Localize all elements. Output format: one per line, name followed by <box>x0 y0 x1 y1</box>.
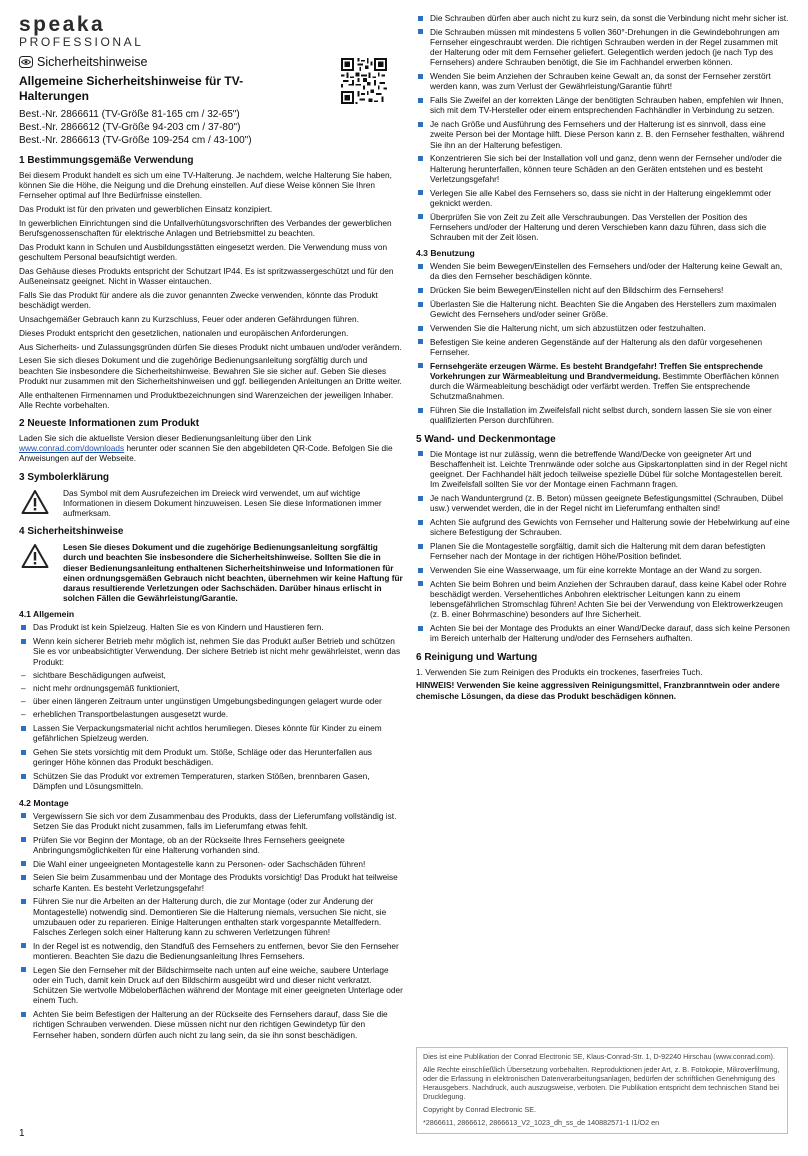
right-column <box>416 13 790 704</box>
dash-item: – sichtbare Beschädigungen aufweist, <box>19 670 403 680</box>
logo-sub: PROFESSIONAL <box>19 35 144 49</box>
note-text: Verwenden Sie keine aggressiven Reinigungsmittel, Franzbranntwein oder andere chemische Lösungen, da diese das Produkt beschädigen können. <box>416 680 780 701</box>
order-number-3: Best.-Nr. 2866613 (TV-Größe 109-254 cm / 43-100") <box>19 135 252 146</box>
list-item: Lassen Sie Verpackungsmaterial nicht achtlos herumliegen. Dieses könnte für Kinder zu einem gefährlichen Spielzeug werden. <box>19 723 403 743</box>
warning-triangle-icon <box>21 489 49 515</box>
list-item: Achten Sie beim Befestigen der Halterung an der Rückseite des Fernsehers darauf, dass Sie die richtigen Schrauben verwenden. Diese müssen nicht nur den richtigen Gewindetyp für den Fernseher haben, sondern dürfen auch nicht zu lang sein, da sie ihn sonst beschädigen. <box>19 1009 403 1040</box>
warning-triangle-icon <box>21 543 49 569</box>
wall-ceiling-list <box>416 449 790 644</box>
s1-paragraph: Bei diesem Produkt handelt es sich um eine TV-Halterung. Je nachdem, welche Halterung Sie haben, können Sie die Höhe, die Neigung und die Drehung einstellen. Auf diese Weise können Sie Ihren Fernseher optimal auf Ihre Bedürfnisse einstellen. <box>19 170 392 201</box>
list-item: Befestigen Sie keine anderen Gegenstände auf der Halterung als den dafür vorgesehenen Fernseher. <box>416 337 790 357</box>
list-item: Gehen Sie stets vorsichtig mit dem Produkt um. Stöße, Schläge oder das Herunterfallen aus geringer Höhe können das Produkt beschädigen. <box>19 747 403 767</box>
list-item: In der Regel ist es notwendig, den Standfuß des Fernsehers zu entfernen, bevor Sie den Fernseher montieren. Beachten Sie dazu die Bedienungsanleitung Ihres Fernsehers. <box>19 941 403 961</box>
list-item: Überprüfen Sie von Zeit zu Zeit alle Verschraubungen. Das Verstellen der Position des Fernsehers und/oder der Halterung und deren Verschieben kann dazu führen, dass sich die Schrauben mit der Zeit lösen. <box>416 212 790 243</box>
qr-code <box>341 58 387 104</box>
list-item: Die Schrauben müssen mit mindestens 5 vollen 360°-Drehungen in die Gewindebohrungen am Fernseher eingeschraubt werden. Die richtigen Schrauben werden in der Regel zusammen mit der Halterung oder mit dem Fernseher geliefert. Gelegentlich werden jedoch (je nach Typ des Fernsehers) andere Schrauben benötigt, die Sie im Fachhandel erwerben können. <box>416 27 790 68</box>
list-item: Die Schrauben dürfen aber auch nicht zu kurz sein, da sonst die Verbindung nicht mehr sicher ist. <box>416 13 790 23</box>
safety-warning <box>19 542 403 603</box>
cleaning-step: 1. Verwenden Sie zum Reinigen des Produkts ein trockenes, faserfreies Tuch. <box>416 666 703 677</box>
heading-2: 2 Neueste Informationen zum Produkt <box>19 418 200 429</box>
s1-paragraph: Das Gehäuse dieses Produkts entspricht der Schutzart IP44. Es ist spritzwassergeschützt und für den Außeneinsatz geeignet. Nicht in Wasser eintauchen. <box>19 266 394 287</box>
dash-item: – über einen längeren Zeitraum unter ungünstigen Umgebungsbedingungen gelagert wurde oder <box>19 696 403 706</box>
dash-item: – erheblichen Transportbelastungen ausgesetzt wurde. <box>19 709 403 719</box>
list-item: Achten Sie aufgrund des Gewichts von Fernseher und Halterung sowie der Hebelwirkung auf eine sichere Befestigung der Schrauben. <box>416 517 790 537</box>
list-item: Das Produkt ist kein Spielzeug. Halten Sie es von Kindern und Haustieren fern. <box>19 622 403 632</box>
list-item: Führen Sie die Installation im Zweifelsfall nicht selbst durch, sondern lassen Sie sie von einer qualifizierten Person durchführen. <box>416 405 790 425</box>
s1-paragraph: Alle enthaltenen Firmennamen und Produktbezeichnungen sind Warenzeichen der jeweiligen Inhaber. Alle Rechte vorbehalten. <box>19 389 394 410</box>
list-item: Die Montage ist nur zulässig, wenn die betreffende Wand/Decke von geeigneter Art und Beschaffenheit ist. Leichte Trennwände oder solche aus Gipskartonplatten sind in der Regel nicht geeignet. Der Fachhandel hält jedoch teilweise spezielle Dübel für solche Montagestellen bereit. Im Zweifelsfall sollten Sie vor der Montage einen Fachmann fragen. <box>416 449 790 490</box>
imprint-line: Copyright by Conrad Electronic SE. <box>423 1105 537 1114</box>
s2-text-before: Laden Sie sich die aktuellste Version dieser Bedienungsanleitung über den Link <box>19 433 312 443</box>
safety-warning-text: Lesen Sie dieses Dokument und die zugehörige Bedienungsanleitung sorgfältig durch und beachten Sie insbesondere die Sicherheitshinweise. Sollten Sie die in dieser Bedienungsanleitung enthaltenen Sicherheitshinweise und Informationen für einen ordnungsgemäßen Gebrauch nicht beachten, übernehmen wir keine Haftung für daraus resultierende Verletzungen oder Sachschäden. Darüber hinaus erlischt in solchen Fällen die Gewährleistung/Garantie. <box>63 542 403 604</box>
heading-4-3: 4.3 Benutzung <box>416 248 475 259</box>
list-item: Je nach Größe und Ausführung des Fernsehers und der Halterung ist es sinnvoll, dass eine zweite Person bei der Montage hilft. Diese Person kann z. B. den Fernseher festhalten, während Sie ihn an der Halterung befestigen. <box>416 119 790 150</box>
symbol-note <box>19 488 403 519</box>
heading-1: 1 Bestimmungsgemäße Verwendung <box>19 155 194 166</box>
list-item: Drücken Sie beim Bewegen/Einstellen nicht auf den Bildschirm des Fernsehers! <box>416 285 790 295</box>
list-item: Wenden Sie beim Bewegen/Einstellen des Fernsehers und/oder der Halterung keine Gewalt an, da dies den Fernseher beschädigen könnte. <box>416 261 790 281</box>
imprint-line: Alle Rechte einschließlich Übersetzung vorbehalten. Reproduktionen jeder Art, z. B. Fotokopie, Mikroverfilmung, oder die Erfassung in elektronischen Datenverarbeitungsanlagen, bedürfen der schriftlichen Genehmigung des Herausgebers. Nachdruck, auch auszugsweise, verboten. Die Publikation entspricht dem technischen Stand bei Drucklegung. <box>423 1065 780 1101</box>
heat-warning-bold: Fernsehgeräte erzeugen Wärme. Es besteht Brandgefahr! Treffen Sie entsprechende Vorkehrungen zur Wärmeableitung und Brandvermeidung. <box>430 360 763 382</box>
list-item: Achten Sie beim Bohren und beim Anziehen der Schrauben darauf, dass keine Kabel oder Rohre beschädigt werden. Versehentliches Anbohren elektrischer Leitungen kann zu einem lebensgefährlichen Stromschlag führen! Achten Sie bei der Verwendung von Elektrowerkzeugen (z. B. einer Bohrmaschine) besonders auf Ihre Sicherheit. <box>416 579 790 620</box>
heading-4-2: 4.2 Montage <box>19 797 69 808</box>
list-item: Verlegen Sie alle Kabel des Fernsehers so, dass sie nicht in der Halterung eingeklemmt oder geknickt werden. <box>416 188 790 208</box>
list-item <box>416 361 790 402</box>
logo-main: speaka <box>19 13 106 36</box>
section-label: Sicherheitshinweise <box>37 54 148 69</box>
heading-6: 6 Reinigung und Wartung <box>416 651 538 663</box>
list-item: Seien Sie beim Zusammenbau und der Montage des Produkts vorsichtig! Das Produkt hat teilweise scharfe Kanten. Es besteht Verletzungsgefahr! <box>19 872 403 892</box>
s1-paragraph: Aus Sicherheits- und Zulassungsgründen dürfen Sie dieses Produkt nicht umbauen und/oder verändern. <box>19 341 402 352</box>
list-item: Verwenden Sie die Halterung nicht, um sich abzustützen oder festzuhalten. <box>416 323 790 333</box>
s1-paragraph: Dieses Produkt entspricht den gesetzlichen, nationalen und europäischen Anforderungen. <box>19 327 349 338</box>
symbol-note-text: Das Symbol mit dem Ausrufezeichen im Dreieck wird verwendet, um auf wichtige Informationen in diesem Dokument hinzuweisen. Lesen Sie diese Informationen immer aufmerksam. <box>63 487 382 519</box>
s1-paragraph: Unsachgemäßer Gebrauch kann zu Kurzschluss, Feuer oder anderen Gefährdungen führen. <box>19 314 359 324</box>
mounting-list-left <box>19 811 403 1040</box>
heading-4-1: 4.1 Allgemein <box>19 609 75 620</box>
list-item <box>19 636 403 719</box>
document-title: Allgemeine Sicherheitshinweise für TV-Halterungen <box>19 74 244 103</box>
heading-3: 3 Symbolerklärung <box>19 471 110 483</box>
s1-paragraph: Das Produkt ist für den privaten und gewerblichen Einsatz konzipiert. <box>19 204 273 215</box>
list-item: Die Wahl einer ungeeigneten Montagestelle kann zu Personen- oder Sachschäden führen! <box>19 859 403 869</box>
heat-warning-rest: Bestimmte Oberflächen können durch die Wärmeableitung beschädigt oder verfärbt werden. Treffen Sie entsprechende Schutzmaßnahmen. <box>430 371 779 402</box>
list-item: Planen Sie die Montagestelle sorgfältig, damit sich die Halterung mit dem daran befestigten Fernseher nach der Montage in der richtigen Höhe/Position befindet. <box>416 541 790 561</box>
list-item: Überlasten Sie die Halterung nicht. Beachten Sie die Angaben des Herstellers zum maximalen Gewicht des Fernsehers und/oder seiner Größe. <box>416 299 790 319</box>
order-number-1: Best.-Nr. 2866611 (TV-Größe 81-165 cm / 32-65") <box>19 109 240 120</box>
order-number-2: Best.-Nr. 2866612 (TV-Größe 94-203 cm / 37-80") <box>19 122 241 133</box>
usage-list <box>416 261 790 425</box>
s2-paragraph <box>19 433 403 464</box>
cleaning-note <box>416 680 790 700</box>
imprint-line: *2866611, 2866612, 2866613_V2_1023_dh_ss_de 140882571-1 I1/O2 en <box>423 1118 660 1127</box>
imprint-line: Dies ist eine Publikation der Conrad Electronic SE, Klaus-Conrad-Str. 1, D-92240 Hirschau (www.conrad.com). <box>423 1052 775 1061</box>
dash-list <box>19 670 403 720</box>
general-list <box>19 622 403 791</box>
list-item-text: Wenn kein sicherer Betrieb mehr möglich ist, nehmen Sie das Produkt außer Betrieb und schützen Sie es vor unbeabsichtigter Verwendung. Der sichere Betrieb ist nicht mehr gewährleistet, wenn das Produkt: <box>33 636 401 667</box>
mounting-list-right <box>416 13 790 242</box>
list-item: Verwenden Sie eine Wasserwaage, um für eine korrekte Montage an der Wand zu sorgen. <box>416 565 790 575</box>
list-item: Achten Sie bei der Montage des Produkts an einer Wand/Decke darauf, dass sich keine Personen im Bereich unterhalb der Halterung und/oder des Fernsehers aufhalten. <box>416 623 790 643</box>
s1-paragraph: Lesen Sie sich dieses Dokument und die zugehörige Bedienungsanleitung sorgfältig durch und beachten Sie insbesondere die Sicherheitshinweise. Bewahren Sie sie sicher auf. Geben Sie dieses Produkt nur zusammen mit den Sicherheitshinweisen und ggf. beiliegenden Anleitungen an Dritte weiter. <box>19 355 402 386</box>
list-item: Schützen Sie das Produkt vor extremen Temperaturen, starken Stößen, brennbaren Gasen, Dämpfen und Lösungsmitteln. <box>19 771 403 791</box>
s1-paragraph: Das Produkt kann in Schulen und Ausbildungsstätten eingesetzt werden. Die Verwendung muss von geschultem Personal beaufsichtigt werden. <box>19 242 388 263</box>
list-item: Konzentrieren Sie sich bei der Installation voll und ganz, denn wenn der Fernseher und/oder die Halterung herunterfallen, können teure Schäden an den Geräten entstehen und es besteht Verletzungsgefahr! <box>416 153 790 184</box>
dash-item: – nicht mehr ordnungsgemäß funktioniert, <box>19 683 403 693</box>
imprint-box <box>416 1047 788 1134</box>
page-number: 1 <box>19 1128 25 1139</box>
download-link[interactable]: www.conrad.com/downloads <box>19 443 125 454</box>
list-item: Führen Sie nur die Arbeiten an der Halterung durch, die zur Montage (oder zur Änderung der Montagestelle) notwendig sind. Demontieren Sie die Halterung niemals, versuchen Sie nicht, sie umzubauen oder zu reparieren. Einige Halterungen enthalten stark vorgespannte Metallfedern. Falsches Zerlegen solch einer Halterung kann zu schweren Verletzungen führen! <box>19 896 403 937</box>
heading-5: 5 Wand- und Deckenmontage <box>416 433 556 445</box>
heading-4: 4 Sicherheitshinweise <box>19 526 124 538</box>
s1-paragraph: Falls Sie das Produkt für andere als die zuvor genannten Zwecke verwenden, könnte das Produkt beschädigt werden. <box>19 290 378 311</box>
list-item: Je nach Wanduntergrund (z. B. Beton) müssen geeignete Befestigungsmittel (Schrauben, Dübel usw.) verwendet werden, die in der Regel nicht im Lieferumfang enthalten sind! <box>416 493 790 513</box>
left-column <box>19 56 403 1043</box>
list-item: Wenden Sie beim Anziehen der Schrauben keine Gewalt an, da sonst der Fernseher zerstört werden kann, was zum Verlust der Gewährleistung/Garantie führt! <box>416 71 790 91</box>
s2-text-after: herunter oder scannen Sie den abgebildeten QR-Code. Befolgen Sie die Anweisungen auf der Webseite. <box>19 443 393 464</box>
list-item: Falls Sie Zweifel an der korrekten Länge der benötigten Schrauben haben, empfehlen wir Ihnen, sich mit dem TV-Hersteller oder einem entsprechenden Fachhändler in Verbindung zu setzen. <box>416 95 790 115</box>
list-item: Legen Sie den Fernseher mit der Bildschirmseite nach unten auf eine weiche, saubere Unterlage oder ein Tuch, damit kein Druck auf den Bildschirm ausgeübt wird und dieser nicht verkratzt. Schützen Sie wertvolle Möbeloberflächen während der Montage mit einer geeigneten Unterlage oder einem Tuch. <box>19 965 403 1006</box>
note-label: HINWEIS! <box>416 680 455 691</box>
s1-paragraph: In gewerblichen Einrichtungen sind die Unfallverhütungsvorschriften des Verbandes der gewerblichen Berufsgenossenschaften für elektrische Anlagen und Betriebsmittel zu beachten. <box>19 218 392 239</box>
list-item: Vergewissern Sie sich vor dem Zusammenbau des Produkts, dass der Lieferumfang vollständig ist. Setzen Sie das Produkt nicht zusammen, falls im Lieferumfang etwas fehlt. <box>19 811 403 831</box>
list-item: Prüfen Sie vor Beginn der Montage, ob an der Rückseite Ihres Fernsehers geeignete Anbringungsmöglichkeiten für eine Halterung vorhanden sind. <box>19 835 403 855</box>
eye-icon <box>19 56 33 68</box>
brand-logo <box>19 14 149 49</box>
